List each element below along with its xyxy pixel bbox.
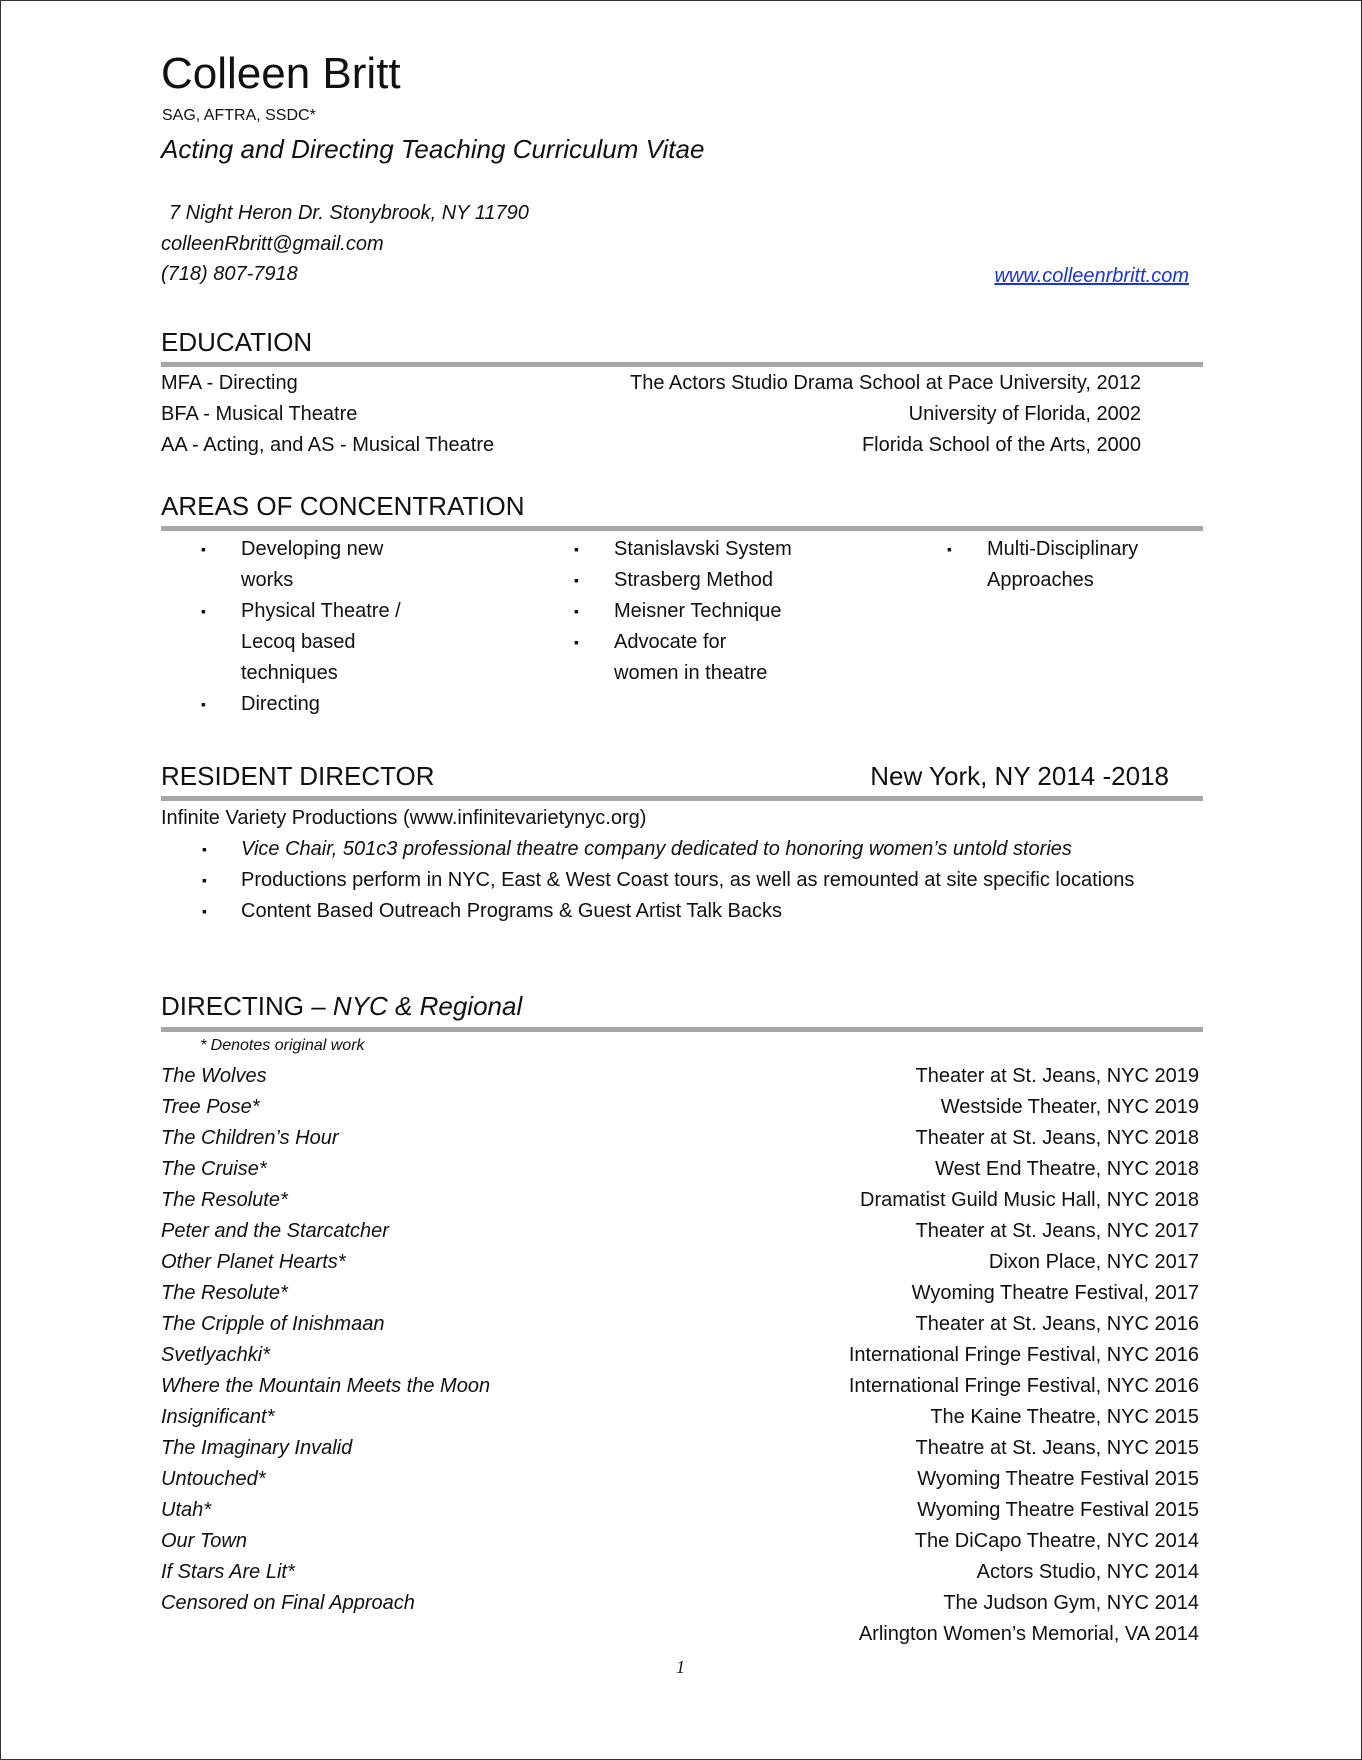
directing-row: Peter and the Starcatcher Theater at St. Jeans, NYC 2017 (161, 1220, 1199, 1242)
directing-row: The Cruise* West End Theatre, NYC 2018 (161, 1158, 1199, 1180)
company-name: Infinite Variety Productions (www.infinitevarietynyc.org) (161, 807, 647, 829)
school: Florida School of the Arts, 2000 (861, 434, 1141, 456)
education-row (161, 372, 1141, 395)
list-item: ▪ Multi-Disciplinary Approaches (947, 534, 1167, 596)
original-work-note: * Denotes original work (200, 1037, 365, 1054)
areas-column-3 (947, 534, 1167, 596)
education-rule (161, 362, 1203, 367)
directing-row: Utah* Wyoming Theatre Festival 2015 (161, 1499, 1199, 1521)
bullet-icon: ▪ (202, 841, 207, 857)
bullet-icon: ▪ (947, 541, 952, 557)
list-item: ▪ Strasberg Method (574, 565, 794, 596)
list-item: ▪ Directing (201, 689, 421, 720)
areas-column-1 (201, 534, 421, 720)
directing-row: The Wolves Theater at St. Jeans, NYC 2019 (161, 1065, 1199, 1087)
resident-director-heading: RESIDENT DIRECTOR (161, 761, 435, 791)
bullet-icon: ▪ (574, 634, 579, 650)
list-item: ▪ Productions perform in NYC, East & West Coast tours, as well as remounted at site specific locations (161, 865, 1201, 896)
resident-rule (161, 796, 1203, 801)
areas-rule (161, 526, 1203, 531)
bullet-icon: ▪ (201, 603, 206, 619)
directing-row: Svetlyachki* International Fringe Festival, NYC 2016 (161, 1344, 1199, 1366)
directing-row: The Resolute* Wyoming Theatre Festival, 2017 (161, 1282, 1199, 1304)
candidate-name: Colleen Britt (161, 49, 401, 98)
bullet-icon: ▪ (201, 696, 206, 712)
directing-row: Where the Mountain Meets the Moon International Fringe Festival, NYC 2016 (161, 1375, 1199, 1397)
bullet-icon: ▪ (202, 903, 207, 919)
education-row (161, 403, 1141, 426)
directing-row: Arlington Women’s Memorial, VA 2014 (858, 1623, 1199, 1645)
degree: MFA - Directing (161, 372, 298, 394)
directing-row: Our Town The DiCapo Theatre, NYC 2014 (161, 1530, 1199, 1552)
directing-list (161, 1061, 1199, 1650)
degree: AA - Acting, and AS - Musical Theatre (161, 434, 495, 456)
email: colleenRbritt@gmail.com (161, 233, 384, 255)
bullet-icon: ▪ (574, 603, 579, 619)
degree: BFA - Musical Theatre (161, 403, 358, 425)
list-item: ▪ Meisner Technique (574, 596, 794, 627)
bullet-icon: ▪ (201, 541, 206, 557)
directing-row: The Resolute* Dramatist Guild Music Hall, NYC 2018 (161, 1189, 1199, 1211)
website-link[interactable]: www.colleenrbritt.com (994, 265, 1189, 287)
school: The Actors Studio Drama School at Pace University, 2012 (630, 372, 1141, 394)
list-item: ▪ Content Based Outreach Programs & Guest Artist Talk Backs (161, 896, 1201, 927)
education-row (161, 434, 1141, 457)
page-number: 1 (676, 1657, 685, 1677)
bullet-icon: ▪ (202, 872, 207, 888)
directing-row: If Stars Are Lit* Actors Studio, NYC 2014 (161, 1561, 1199, 1583)
list-item: ▪ Physical Theatre / Lecoq based techniques (201, 596, 421, 689)
directing-row: Tree Pose* Westside Theater, NYC 2019 (161, 1096, 1199, 1118)
document-subtitle: Acting and Directing Teaching Curriculum Vitae (161, 134, 705, 164)
list-item: ▪ Vice Chair, 501c3 professional theatre company dedicated to honoring women’s untold stories (161, 834, 1201, 865)
directing-rule (161, 1027, 1203, 1032)
directing-row: The Imaginary Invalid Theatre at St. Jeans, NYC 2015 (161, 1437, 1199, 1459)
areas-heading: AREAS OF CONCENTRATION (161, 491, 525, 521)
resident-director-location: New York, NY 2014 -2018 (870, 761, 1169, 791)
directing-row: Censored on Final Approach The Judson Gym, NYC 2014 (161, 1592, 1199, 1614)
directing-row: The Cripple of Inishmaan Theater at St. Jeans, NYC 2016 (161, 1313, 1199, 1335)
directing-heading: DIRECTING – NYC & Regional (161, 991, 523, 1021)
directing-row: The Children’s Hour Theater at St. Jeans, NYC 2018 (161, 1127, 1199, 1149)
bullet-icon: ▪ (574, 572, 579, 588)
union-affiliations: SAG, AFTRA, SSDC* (162, 107, 316, 124)
directing-row: Other Planet Hearts* Dixon Place, NYC 2017 (161, 1251, 1199, 1273)
areas-column-2 (574, 534, 794, 689)
phone: (718) 807-7918 (161, 263, 298, 285)
address: 7 Night Heron Dr. Stonybrook, NY 11790 (169, 202, 529, 224)
list-item: ▪ Advocate for women in theatre (574, 627, 794, 689)
education-heading: EDUCATION (161, 327, 313, 357)
list-item: ▪ Stanislavski System (574, 534, 794, 565)
bullet-icon: ▪ (574, 541, 579, 557)
directing-row: Insignificant* The Kaine Theatre, NYC 2015 (161, 1406, 1199, 1428)
resident-director-details (161, 803, 1201, 927)
directing-row: Untouched* Wyoming Theatre Festival 2015 (161, 1468, 1199, 1490)
school: University of Florida, 2002 (908, 403, 1141, 425)
list-item: ▪ Developing new works (201, 534, 421, 596)
